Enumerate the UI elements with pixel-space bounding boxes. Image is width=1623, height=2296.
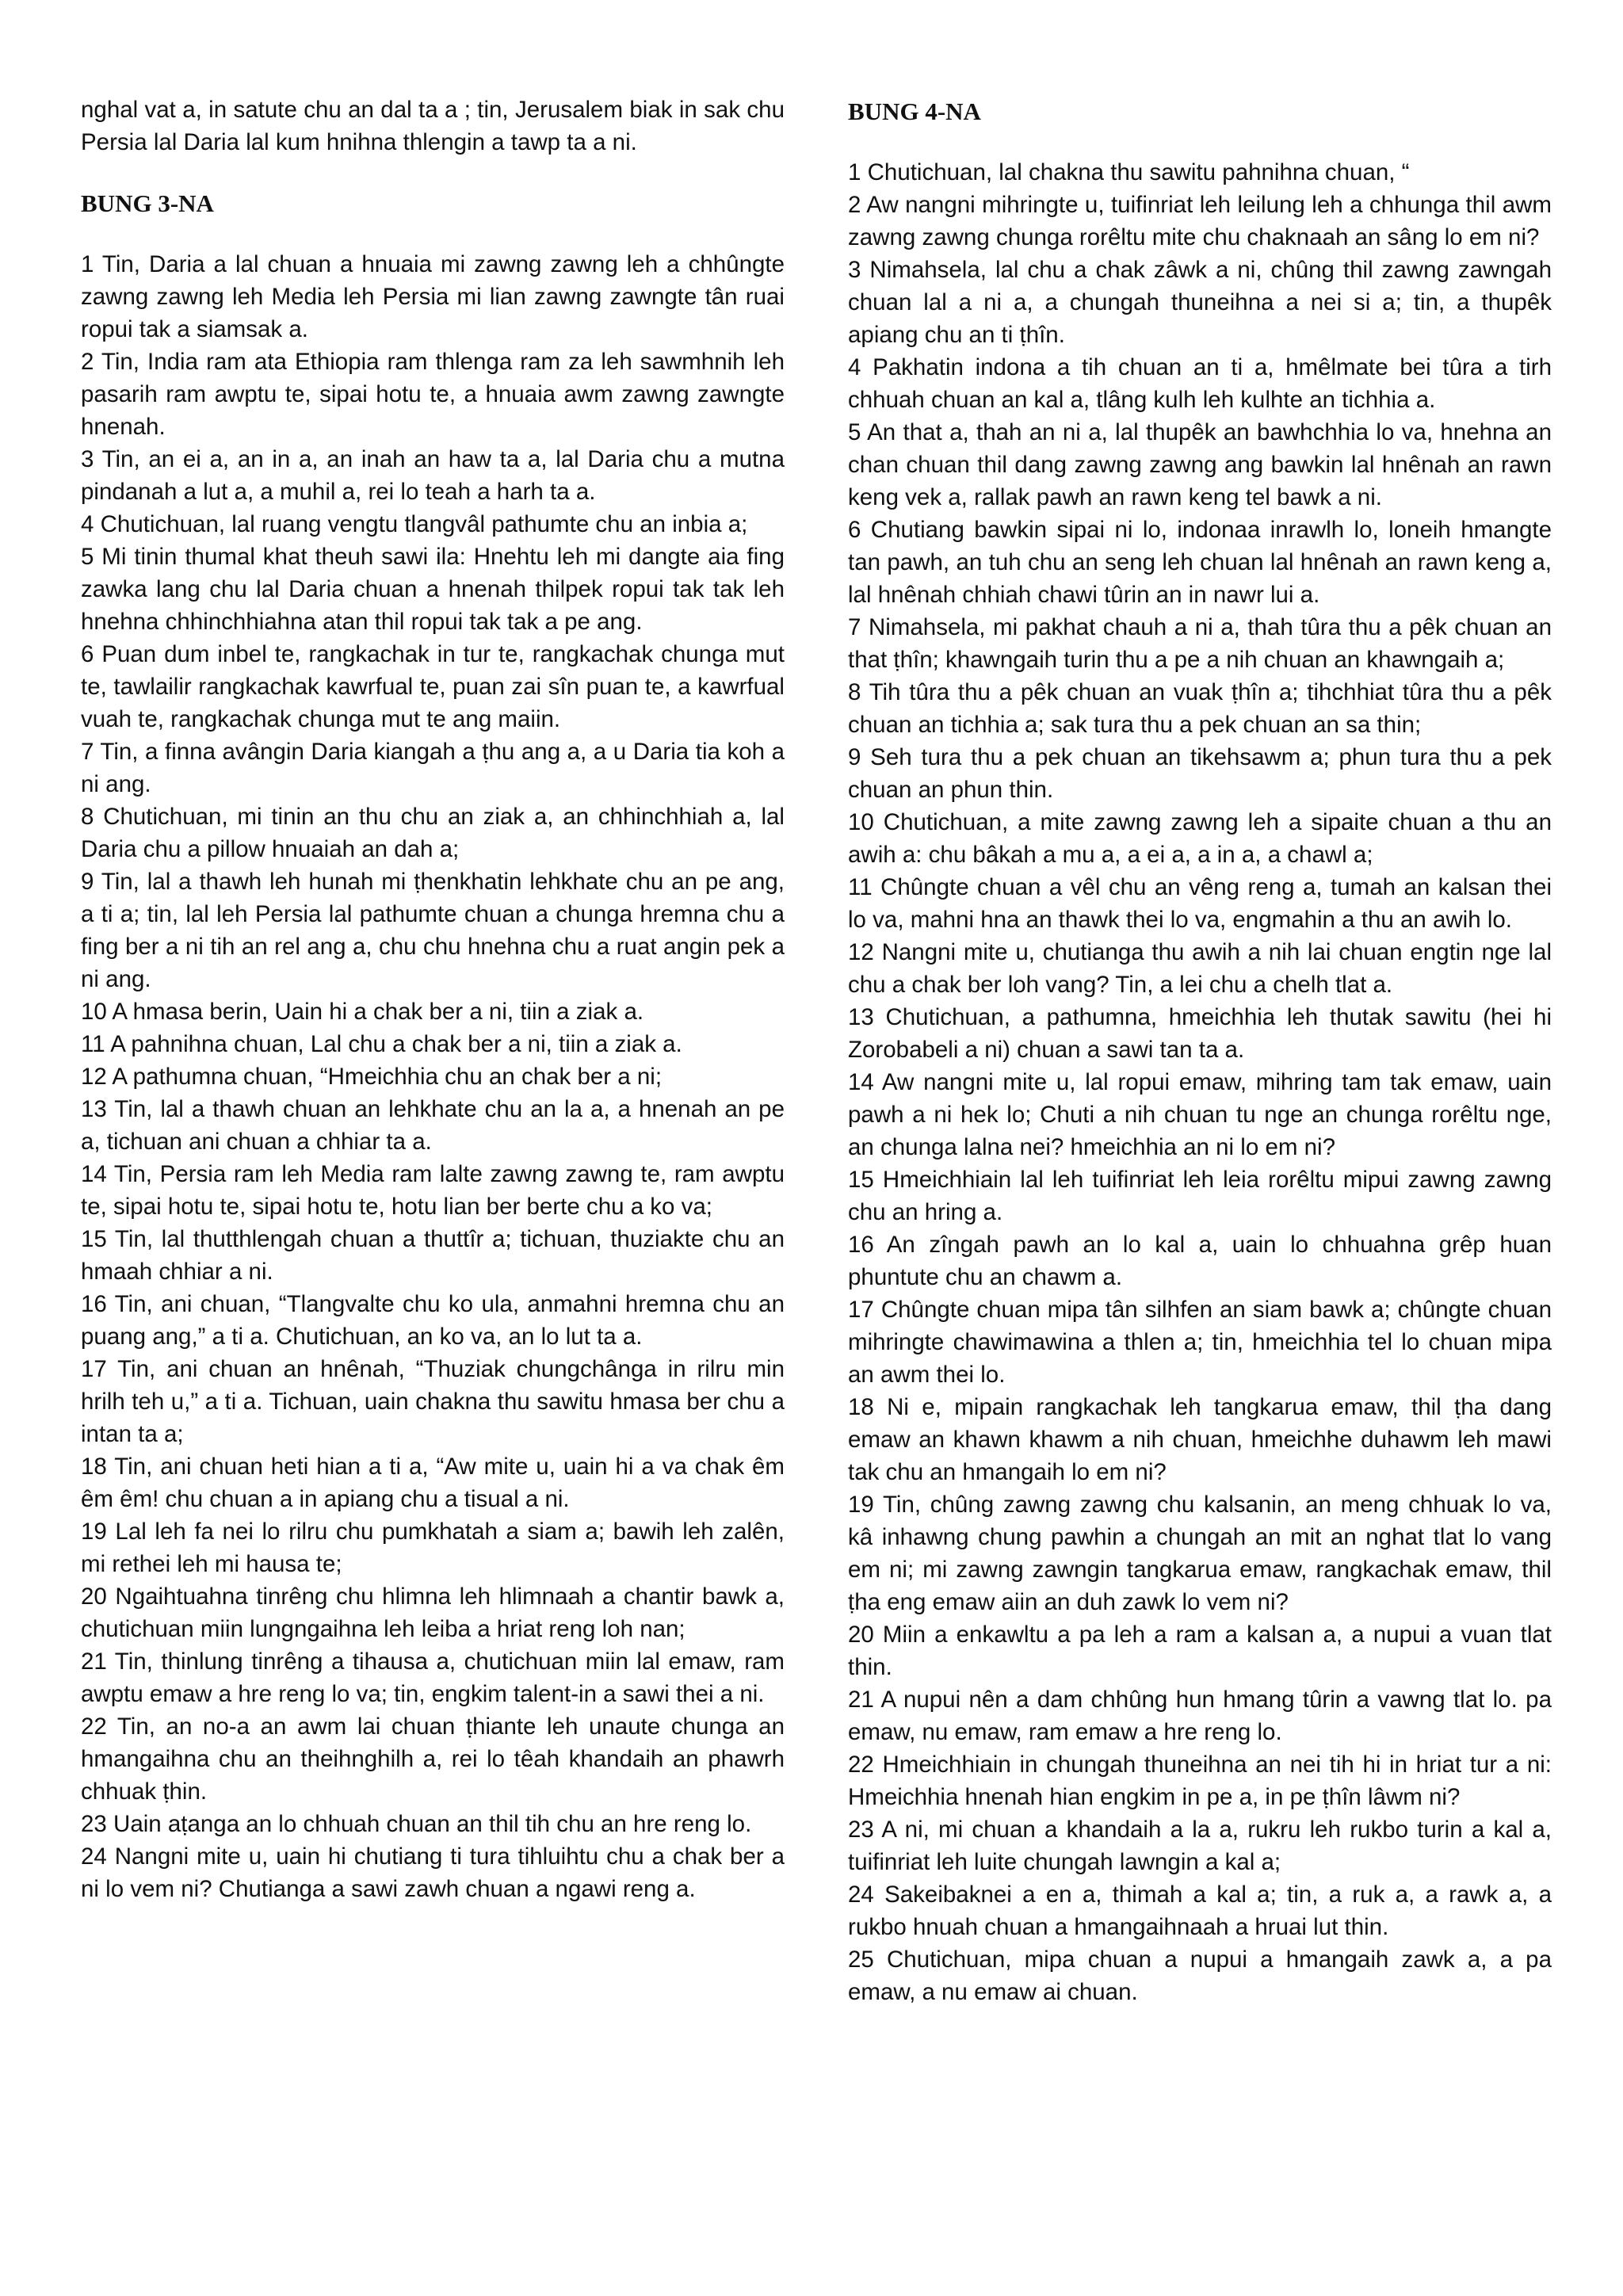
verse: 18 Tin, ani chuan heti hian a ti a, “Aw mite u, uain hi a va chak êm êm êm! chu chuan a in apiang chu a tisual a ni. [81,1454,785,1512]
verse: 5 Mi tinin thumal khat theuh sawi ila: Hnehtu leh mi dangte aia fing zawka lang chu lal Daria chuan a hnenah thilpek ropui tak tak leh hnehna chhinchhiahna atan thil ropui tak tak a pe ang. [81,544,785,635]
verse: 10 Chutichuan, a mite zawng zawng leh a sipaite chuan a thu an awih a: chu bâkah a mu a, a ei a, a in a, a chawl a; [848,809,1552,868]
verse: 3 Nimahsela, lal chu a chak zâwk a ni, chûng thil zawng zawngah chuan lal a ni a, a chungah thuneihna a nei si a; tin, a thupêk apiang chu an ti ṭhîn. [848,257,1552,348]
verse: 9 Seh tura thu a pek chuan an tikehsawm a; phun tura thu a pek chuan an phun thin. [848,744,1552,803]
verse: 15 Hmeichhiain lal leh tuifinriat leh leia rorêltu mipui zawng zawng chu an hring a. [848,1167,1552,1225]
verse: 16 An zîngah pawh an lo kal a, uain lo chhuahna grêp huan phuntute chu an chawm a. [848,1232,1552,1290]
verse: 25 Chutichuan, mipa chuan a nupui a hmangaih zawk a, a pa emaw, a nu emaw ai chuan. [848,1946,1552,2005]
intro-paragraph: nghal vat a, in satute chu an dal ta a ; tin, Jerusalem biak in sak chu Persia lal Daria lal kum hnihna thlengin a tawp ta a ni. [81,97,785,155]
chapter-4-heading: BUNG 4-NA [848,97,981,125]
verse: 6 Puan dum inbel te, rangkachak in tur te, rangkachak chunga mut te, tawlailir rangkachak kawrfual te, puan zai sîn puan te, a kawrfual vuah te, rangkachak chunga mut te ang maiin. [81,641,785,732]
verse: 5 An that a, thah an ni a, lal thupêk an bawhchhia lo va, hnehna an chan chuan thil dang zawng zawng ang bawkin lal hnênah an rawn keng vek a, rallak pawh an rawn keng tel bawk a ni. [848,419,1552,510]
verse: 17 Chûngte chuan mipa tân silhfen an siam bawk a; chûngte chuan mihringte chawimawina a thlen a; tin, hmeichhia tel lo chuan mipa an awm thei lo. [848,1297,1552,1388]
verse: 21 A nupui nên a dam chhûng hun hmang tûrin a vawng tlat lo. pa emaw, nu emaw, ram emaw a hre reng lo. [848,1687,1552,1745]
verse: 22 Tin, an no-a an awm lai chuan ṭhiante leh unaute chunga an hmangaihna chu an theihnghilh a, rei lo têah khandaih an phawrh chhuak ṭhin. [81,1713,785,1805]
verse: 14 Tin, Persia ram leh Media ram lalte zawng zawng te, ram awptu te, sipai hotu te, sipai hotu te, hotu lian ber berte chu a ko va; [81,1161,785,1220]
verse: 4 Pakhatin indona a tih chuan an ti a, hmêlmate bei tûra a tirh chhuah chuan an kal a, tlâng kulh leh kulhte an tichhia a. [848,354,1552,413]
verse: 1 Tin, Daria a lal chuan a hnuaia mi zawng zawng leh a chhûngte zawng zawng leh Media leh Persia mi lian zawng zawngte tân ruai ropui tak a siamsak a. [81,251,785,342]
verse: 8 Tih tûra thu a pêk chuan an vuak ṭhîn a; tihchhiat tûra thu a pêk chuan an tichhia a; sak tura thu a pek chuan an sa thin; [848,679,1552,738]
verse: 7 Tin, a finna avângin Daria kiangah a ṭhu ang a, a u Daria tia koh a ni ang. [81,739,785,797]
verse: 18 Ni e, mipain rangkachak leh tangkarua emaw, thil ṭha dang emaw an khawn khawm a nih chuan, hmeichhe duhawm leh mawi tak chu an hmangaih lo em ni? [848,1394,1552,1485]
verse: 3 Tin, an ei a, an in a, an inah an haw ta a, lal Daria chu a mutna pindanah a lut a, a muhil a, rei lo teah a harh ta a. [81,446,785,505]
verse: 20 Ngaihtuahna tinrêng chu hlimna leh hlimnaah a chantir bawk a, chutichuan miin lungngaihna leh leiba a hriat reng loh nan; [81,1584,785,1642]
verse: 16 Tin, ani chuan, “Tlangvalte chu ko ula, anmahni hremna chu an puang ang,” a ti a. Chutichuan, an ko va, an lo lut ta a. [81,1291,785,1350]
verse: 24 Sakeibaknei a en a, thimah a kal a; tin, a ruk a, a rawk a, a rukbo hnuah chuan a hmangaihnaah a hruai lut thin. [848,1881,1552,1940]
verse: 6 Chutiang bawkin sipai ni lo, indonaa inrawlh lo, loneih hmangte tan pawh, an tuh chu an seng leh chuan lal hnênah an rawn keng a, lal hnênah chhiah chawi tûrin an in nawr lui a. [848,517,1552,608]
chapter-4-verses [848,156,1552,2008]
verse: 22 Hmeichhiain in chungah thuneihna an nei tih hi in hriat tur a ni: Hmeichhia hnenah hian engkim in pe a, in pe ṭhîn lâwm ni? [848,1752,1552,1810]
verse: 2 Tin, India ram ata Ethiopia ram thlenga ram za leh sawmhnih leh pasarih ram awptu te, sipai hotu te, a hnuaia awm zawng zawngte hnenah. [81,349,785,440]
verse: 23 A ni, mi chuan a khandaih a la a, rukru leh rukbo turin a kal a, tuifinriat leh luite chungah lawngin a kal a; [848,1817,1552,1875]
verse: 15 Tin, lal thutthlengah chuan a thuttîr a; tichuan, thuziakte chu an hmaah chhiar a ni. [81,1226,785,1285]
verse: 14 Aw nangni mite u, lal ropui emaw, mihring tam tak emaw, uain pawh a ni hek lo; Chuti a nih chuan tu nge an chunga rorêltu nge, an chunga lalna nei? hmeichhia an ni lo em ni? [848,1069,1552,1160]
verse: 17 Tin, ani chuan an hnênah, “Thuziak chungchânga in rilru min hrilh teh u,” a ti a. Tichuan, uain chakna thu sawitu hmasa ber chu a intan ta a; [81,1356,785,1447]
verse: 1 Chutichuan, lal chakna thu sawitu pahnihna chuan, “ [848,159,1410,185]
verse: 19 Tin, chûng zawng zawng chu kalsanin, an meng chhuak lo va, kâ inhawng chung pawhin a chungah an mit an nghat tlat lo vang em ni; mi zawng zawngin tangkarua emaw, rangkachak emaw, thil ṭha eng emaw aiin an duh zawk lo vem ni? [848,1492,1552,1615]
right-column [848,95,1552,2008]
chapter-3-heading: BUNG 3-NA [81,189,214,217]
verse: 19 Lal leh fa nei lo rilru chu pumkhatah a siam a; bawih leh zalên, mi rethei leh mi hausa te; [81,1519,785,1577]
verse: 11 Chûngte chuan a vêl chu an vêng reng a, tumah an kalsan thei lo va, mahni hna an thawk thei lo va, engmahin a thu an awih lo. [848,874,1552,933]
verse: 12 A pathumna chuan, “Hmeichhia chu an chak ber a ni; [81,1064,663,1090]
verse: 11 A pahnihna chuan, Lal chu a chak ber a ni, tiin a ziak a. [81,1031,682,1057]
verse: 20 Miin a enkawltu a pa leh a ram a kalsan a, a nupui a vuan tlat thin. [848,1622,1552,1680]
verse: 8 Chutichuan, mi tinin an thu chu an ziak a, an chhinchhiah a, lal Daria chu a pillow hnuaiah an dah a; [81,804,785,862]
verse: 13 Tin, lal a thawh chuan an lehkhate chu an la a, a hnenah an pe a, tichuan ani chuan a chhiar ta a. [81,1096,785,1155]
verse: 7 Nimahsela, mi pakhat chauh a ni a, thah tûra thu a pêk chuan an that ṭhîn; khawngaih turin thu a pe a nih chuan an khawngaih a; [848,614,1552,673]
left-column [81,94,785,1905]
verse: 21 Tin, thinlung tinrêng a tihausa a, chutichuan miin lal emaw, ram awptu emaw a hre reng lo va; tin, engkim talent-in a sawi thei a ni. [81,1648,785,1707]
verse: 4 Chutichuan, lal ruang vengtu tlangvâl pathumte chu an inbia a; [81,511,748,537]
verse: 10 A hmasa berin, Uain hi a chak ber a ni, tiin a ziak a. [81,999,644,1025]
verse: 12 Nangni mite u, chutianga thu awih a nih lai chuan engtin nge lal chu a chak ber loh vang? Tin, a lei chu a chelh tlat a. [848,939,1552,998]
verse: 13 Chutichuan, a pathumna, hmeichhia leh thutak sawitu (hei hi Zorobabeli a ni) chuan a sawi tan ta a. [848,1004,1552,1063]
verse: 9 Tin, lal a thawh leh hunah mi ṭhenkhatin lehkhate chu an pe ang, a ti a; tin, lal leh Persia lal pathumte chuan a chunga hremna chu a fing ber a ni tih an rel ang a, chu chu hnehna chu a ruat angin pek a ni ang. [81,869,785,992]
verse: 24 Nangni mite u, uain hi chutiang ti tura tihluihtu chu a chak ber a ni lo vem ni? Chutianga a sawi zawh chuan a ngawi reng a. [81,1843,785,1902]
verse: 23 Uain aṭanga an lo chhuah chuan an thil tih chu an hre reng lo. [81,1811,752,1837]
chapter-3-verses [81,248,785,1905]
verse: 2 Aw nangni mihringte u, tuifinriat leh leilung leh a chhunga thil awm zawng zawng chunga rorêltu mite chu chaknaah an sâng lo em ni? [848,192,1552,250]
